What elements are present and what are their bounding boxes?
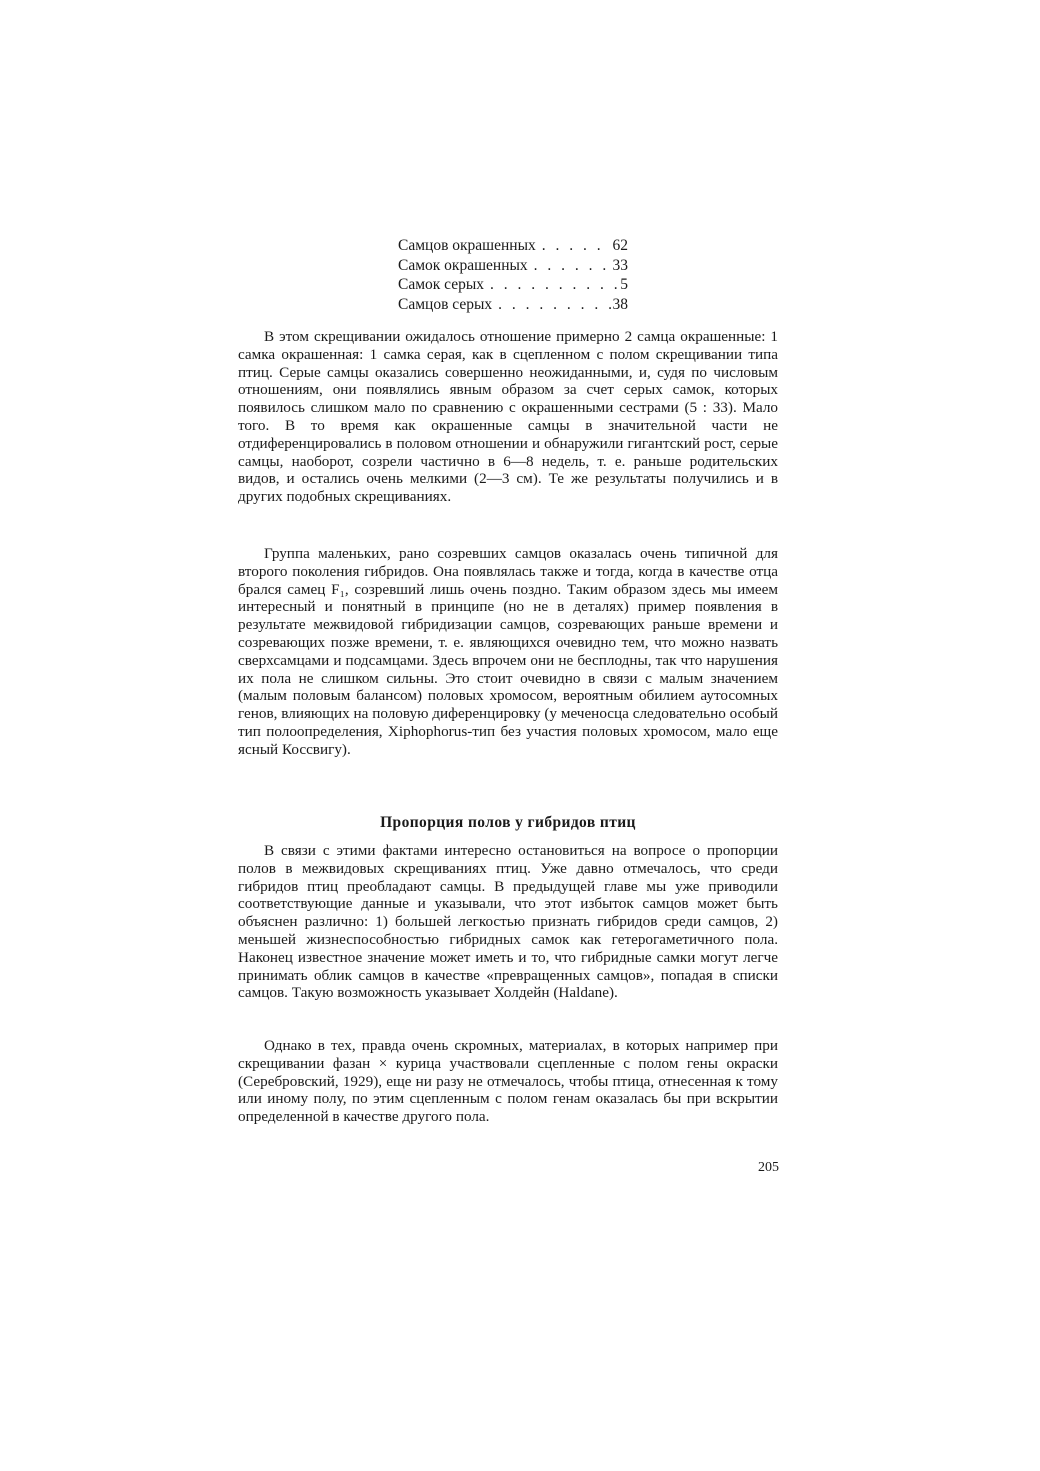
paragraph-2: Группа маленьких, рано созревших самцов оказалась очень типичной для второго поколения гибридов. Она появлялась также и тогда, когда в качестве отца брался самец F₁, созревший лишь очень поздно. Таким образом здесь мы имеем интересный и понятный в принципе (но не в деталях) пример появления в результате межвидовой гибридизации самцов, созревающих раньше времени и созревающих позже времени, т. е. являющихся очевидно тем, что можно назвать сверхсамцами и подсамцами. Здесь впрочем они не бесплодны, так что нарушения их пола не слишком сильны. Это стоит очевидно в связи с малым значением (малым половым балансом) половых хромосом, вероятным обилием аутосомных генов, влияющих на половую диференцировку (у меченосца следовательно особый тип полоопределения, Xiphophorus-тип без участия половых хромосом, мало еще ясный Коссвигу). <box>238 545 778 758</box>
paragraph-4: Однако в тех, правда очень скромных, материалах, в которых например при скрещивании фазан × курица участвовали сцепленные с полом гены окраски (Серебровский, 1929), еще ни разу не отмечалось, чтобы птица, отнесенная к тому или иному полу, по этим сцепленным с полом генам оказалась бы при вскрытии определенной в качестве другого пола. <box>238 1037 778 1126</box>
paragraph-1: В этом скрещивании ожидалось отношение примерно 2 самца окрашенные: 1 самка окрашенная: 1 самка серая, как в сцепленном с полом скрещивании типа птиц. Серые самцы оказались совершенно неожиданными, и, судя по числовым отношениям, они появлялись явным образом за счет серых самок, которых появилось слишком мало по сравнению с окрашенными сестрами (5 : 33). Мало того. В то время как окрашенные самцы в значительной части не отдиференцировались в половом отношении и обнаружили гигантский рост, серые самцы, наоборот, созрели частично в 6—8 недель, т. е. раньше родительских видов, и остались очень мелкими (2—3 см). Те же результаты получились и в других подобных скрещиваниях. <box>238 328 778 506</box>
tally-label: Самцов окрашенных <box>398 237 536 254</box>
tally-value: 38 <box>612 295 628 313</box>
tally-value: 5 <box>620 276 628 293</box>
tally-label: Самок окрашенных <box>398 256 528 274</box>
tally-row <box>398 236 628 256</box>
leader-dots <box>534 256 611 276</box>
leader-dots <box>490 275 618 295</box>
tally-label: Самок серых <box>398 276 485 293</box>
page-number: 205 <box>758 1160 779 1175</box>
tally-row <box>398 295 628 315</box>
leader-dots <box>542 236 611 256</box>
paragraph-3: В связи с этими фактами интересно остановиться на вопросе о пропорции полов в межвидовых скрещиваниях птиц. Уже давно отмечалось, что среди гибридов птиц преобладают самцы. В предыдущей главе мы уже приводили соответствующие данные и указывали, что этот избыток самцов может быть объяснен различно: 1) большей легкостью признать гибридов среди самцов, 2) меньшей жизнеспособностью гибридных самок как гетерогаметичного пола. Наконец известное значение может иметь и то, что гибридные самки могут легче принимать облик самцов в качестве «превращенных самцов», попадая в списки самцов. Такую возможность указывает Холдейн (Haldane). <box>238 842 778 1002</box>
tally-value: 33 <box>612 256 628 274</box>
tally-label: Самцов серых <box>398 295 493 313</box>
tally-table <box>398 236 628 314</box>
tally-row <box>398 275 628 295</box>
tally-row <box>398 256 628 276</box>
leader-dots <box>498 295 610 315</box>
section-heading: Пропорция полов у гибридов птиц <box>380 814 636 831</box>
tally-value: 62 <box>612 237 628 254</box>
